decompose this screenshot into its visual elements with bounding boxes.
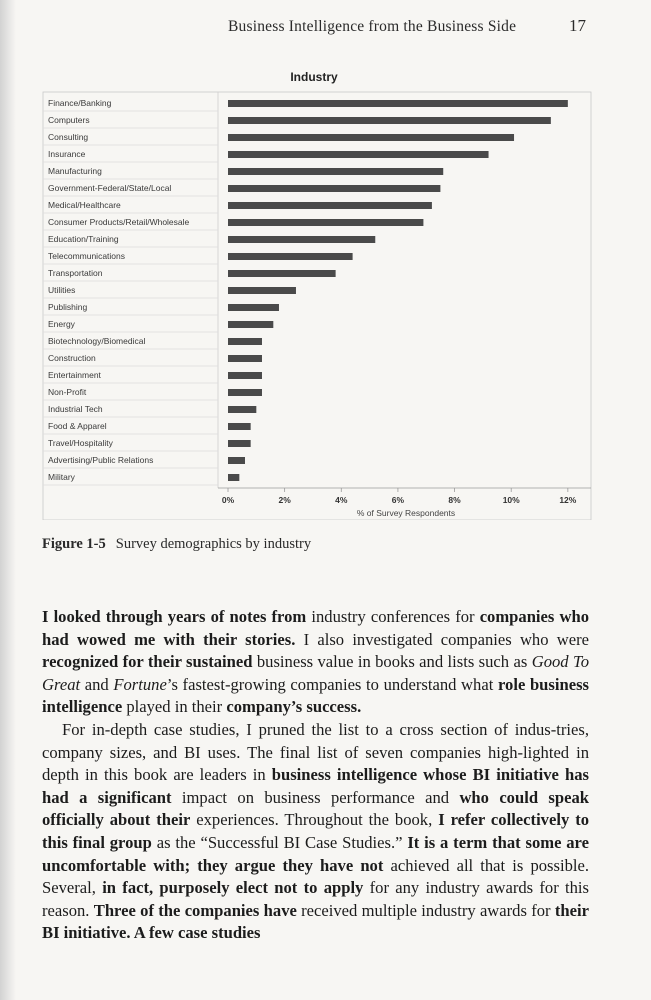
category-label: Government-Federal/State/Local <box>48 183 172 193</box>
text-run: impact on business performance and <box>171 787 460 807</box>
text-run: business value in books and lists such as <box>252 652 532 672</box>
category-label: Computers <box>48 115 90 125</box>
category-label: Transportation <box>48 268 103 278</box>
category-rows <box>43 98 218 485</box>
text-run: I refer collectively to this final group <box>42 810 590 852</box>
text-run: role business intelligence <box>42 674 589 717</box>
category-label: Non-Profit <box>48 387 87 397</box>
bar <box>228 185 440 192</box>
category-label: Publishing <box>48 302 88 312</box>
text-run: For in-depth case studies, I pruned the list to a cross section of indus-tries, company sizes, and BI uses. The final list of seven companies high-lighted in depth in this book are <box>42 719 589 785</box>
page-number: 17 <box>569 16 586 35</box>
paragraph-2 <box>42 719 589 945</box>
bar <box>228 440 251 447</box>
text-run: recognized for their sustained <box>42 652 253 672</box>
bars <box>228 100 568 481</box>
tick-label: 12% <box>559 495 577 505</box>
bar <box>228 321 273 328</box>
category-label: Consulting <box>48 132 89 142</box>
bar <box>228 389 262 396</box>
text-run: experiences. Throughout the book, <box>190 810 439 830</box>
text-run: in fact, purposely elect not to apply <box>102 878 364 898</box>
category-label: Advertising/Public Relations <box>48 455 154 465</box>
x-axis-ticks <box>222 488 577 505</box>
text-run: received multiple industry awards for <box>296 900 555 920</box>
text-run: industry conferences for <box>306 607 480 626</box>
figure-caption <box>42 536 311 553</box>
industry-bar-chart <box>40 70 595 520</box>
tick-label: 10% <box>502 495 520 505</box>
category-label: Education/Training <box>48 234 119 244</box>
text-run: leaders in <box>193 765 272 785</box>
text-run: and <box>80 674 114 694</box>
text-run: company’s success. <box>226 697 362 717</box>
category-label: Finance/Banking <box>48 98 112 108</box>
page-gutter-shadow <box>0 0 16 1000</box>
bar <box>228 338 262 345</box>
bar <box>228 287 296 294</box>
bar <box>228 236 375 243</box>
running-head: Business Intelligence from the Business Side <box>228 18 517 35</box>
tick-label: 4% <box>335 495 348 505</box>
tick-label: 8% <box>448 495 461 505</box>
bar <box>228 168 443 175</box>
category-label: Biotechnology/Biomedical <box>48 336 146 346</box>
text-run: as the “Successful BI Case Studies.” <box>151 832 408 852</box>
category-label: Insurance <box>48 149 86 159</box>
text-run: I looked through years of notes from <box>42 607 307 626</box>
bar <box>228 457 245 464</box>
bar <box>228 406 256 413</box>
bar <box>228 423 251 430</box>
category-label: Telecommunications <box>48 251 126 261</box>
bar <box>228 474 239 481</box>
text-run: who could speak officially about their <box>42 787 589 830</box>
category-label: Energy <box>48 319 75 329</box>
category-label: Food & Apparel <box>48 421 107 431</box>
tick-label: 6% <box>391 495 405 505</box>
category-label: Construction <box>48 353 96 363</box>
text-run: I also investigated companies who were <box>295 629 589 649</box>
bar <box>228 100 568 107</box>
category-label: Entertainment <box>48 370 101 380</box>
text-run: achieved all that is possible. Several, <box>42 855 590 898</box>
x-axis-title: % of Survey Respondents <box>356 508 456 518</box>
bar <box>228 304 279 311</box>
text-run: their BI initiative. A few case studies <box>42 900 589 943</box>
bar <box>228 117 551 124</box>
text-run: Three of the companies have <box>93 900 297 920</box>
category-label: Utilities <box>48 285 76 295</box>
bar <box>228 134 514 141</box>
text-run: companies who had wowed me with their stories. <box>42 607 589 649</box>
text-run: for any industry awards for this reason. <box>42 878 589 920</box>
bar <box>228 270 336 277</box>
text-run: Good To Great <box>42 652 589 694</box>
text-run: played in their <box>122 697 227 717</box>
text-run: ’s fastest-growing companies to understand what <box>166 674 498 694</box>
text-run: Fortune <box>113 674 167 694</box>
body-text <box>42 606 589 945</box>
category-label: Manufacturing <box>48 166 102 176</box>
tick-label: 2% <box>278 495 291 505</box>
text-run: business intelligence whose BI initiative has had a significant <box>42 765 589 807</box>
category-label: Military <box>48 472 75 482</box>
bar <box>228 372 262 379</box>
text-run: It is a term that some are uncomfortable with; they argue they have not <box>42 832 589 875</box>
bar <box>228 202 432 209</box>
bar <box>228 355 262 362</box>
chart-svg <box>40 70 595 520</box>
figure-caption-text: Survey demographics by industry <box>115 536 312 552</box>
category-label: Industrial Tech <box>48 404 103 414</box>
category-label: Consumer Products/Retail/Wholesale <box>48 217 190 227</box>
bar <box>228 151 489 158</box>
paragraph-1 <box>42 606 589 719</box>
tick-label: 0% <box>221 495 235 505</box>
bar <box>228 253 353 260</box>
category-label: Medical/Healthcare <box>48 200 121 210</box>
figure-number: Figure 1-5 <box>42 536 106 552</box>
chart-title: Industry <box>290 70 338 84</box>
category-label: Travel/Hospitality <box>48 438 113 448</box>
bar <box>228 219 423 226</box>
